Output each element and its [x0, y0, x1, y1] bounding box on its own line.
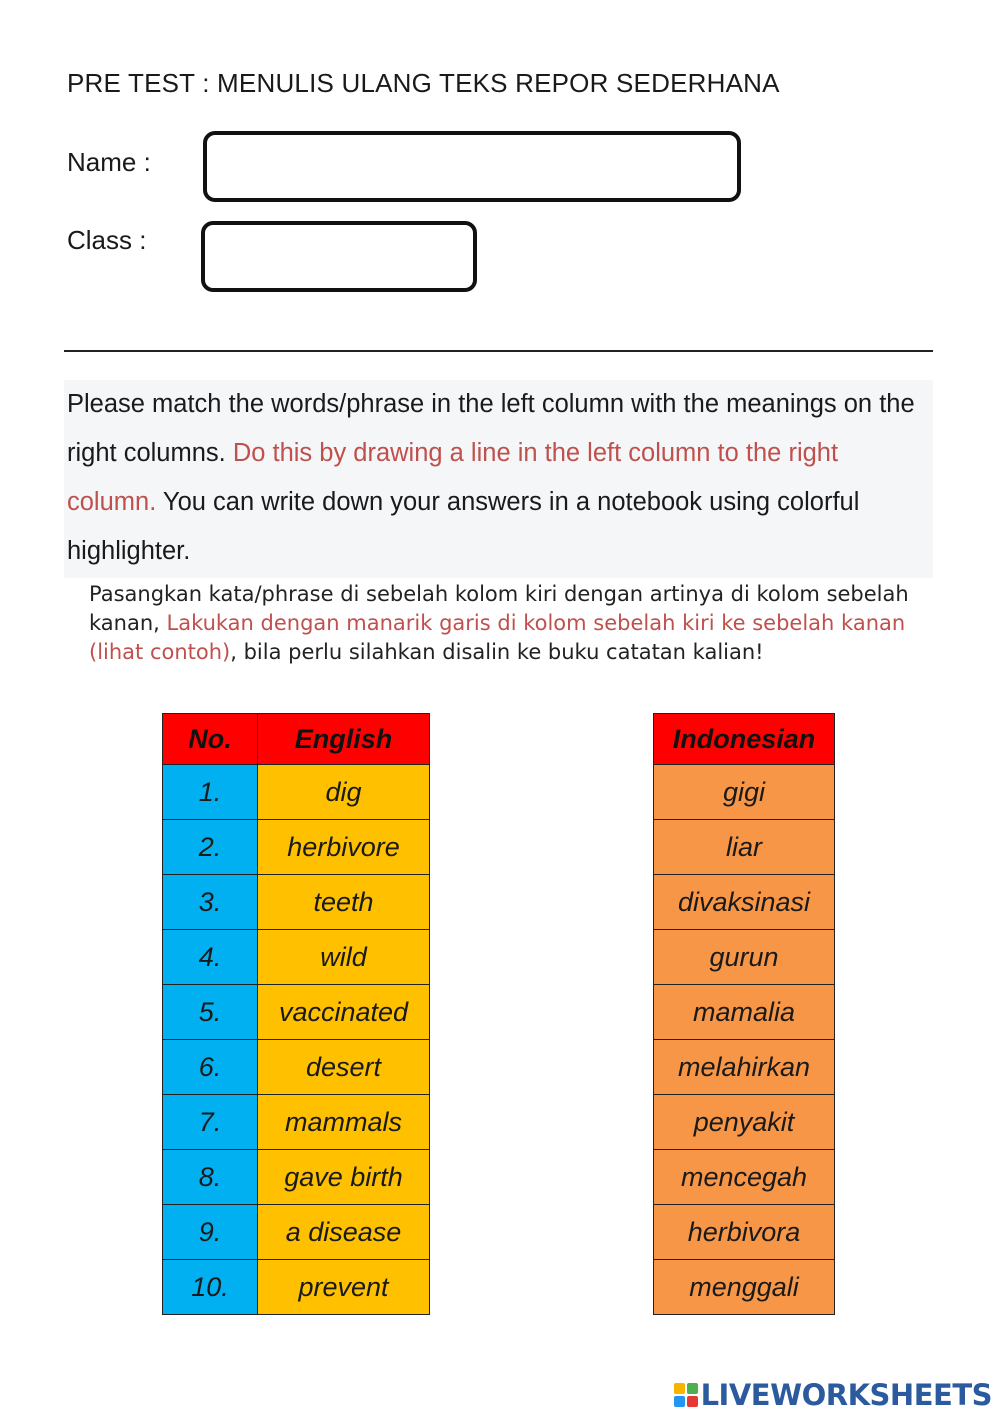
row-number: 4. [163, 930, 258, 985]
row-number: 6. [163, 1040, 258, 1095]
table-row [163, 930, 430, 985]
english-word[interactable]: prevent [258, 1260, 430, 1315]
divider [64, 350, 933, 352]
class-input[interactable] [205, 225, 473, 288]
indonesian-word[interactable]: penyakit [654, 1095, 835, 1150]
indonesian-word[interactable]: menggali [654, 1260, 835, 1315]
instructions-indonesian-highlight: Lakukan dengan manarik garis di kolom sebelah kiri ke sebelah kanan (lihat contoh) [89, 611, 906, 664]
row-number: 1. [163, 765, 258, 820]
indonesian-word[interactable]: divaksinasi [654, 875, 835, 930]
indonesian-word[interactable]: gurun [654, 930, 835, 985]
table-row [163, 1260, 430, 1315]
row-number: 2. [163, 820, 258, 875]
table-row [654, 930, 835, 985]
header-indonesian: Indonesian [654, 714, 835, 765]
liveworksheets-brand [674, 1378, 992, 1412]
english-word[interactable]: vaccinated [258, 985, 430, 1040]
name-label: Name : [67, 147, 151, 177]
indonesian-table [653, 713, 835, 1315]
table-row [163, 765, 430, 820]
table-row [654, 820, 835, 875]
class-label: Class : [67, 225, 147, 255]
row-number: 10. [163, 1260, 258, 1315]
class-field-box [201, 221, 477, 292]
table-row [163, 1205, 430, 1260]
indonesian-word[interactable]: herbivora [654, 1205, 835, 1260]
table-row [654, 765, 835, 820]
english-word[interactable]: desert [258, 1040, 430, 1095]
table-row [163, 820, 430, 875]
instructions-indonesian-text: Pasangkan kata/phrase di sebelah kolom kiri dengan artinya di kolom sebelah kanan, [89, 582, 909, 635]
table-row [163, 1150, 430, 1205]
english-word[interactable]: dig [258, 765, 430, 820]
indonesian-word[interactable]: mamalia [654, 985, 835, 1040]
table-row [163, 1040, 430, 1095]
table-row [654, 1260, 835, 1315]
table-row [654, 1095, 835, 1150]
row-number: 7. [163, 1095, 258, 1150]
english-word[interactable]: teeth [258, 875, 430, 930]
english-word[interactable]: gave birth [258, 1150, 430, 1205]
indonesian-word[interactable]: gigi [654, 765, 835, 820]
table-row [654, 1150, 835, 1205]
english-word[interactable]: mammals [258, 1095, 430, 1150]
table-row [163, 1095, 430, 1150]
row-number: 9. [163, 1205, 258, 1260]
english-word[interactable]: herbivore [258, 820, 430, 875]
row-number: 3. [163, 875, 258, 930]
brand-text: LIVEWORKSHEETS [700, 1378, 992, 1412]
table-row [654, 985, 835, 1040]
liveworksheets-logo-icon [674, 1383, 698, 1407]
instructions-english [64, 380, 933, 578]
instructions-indonesian [89, 580, 949, 667]
instructions-indonesian-text-end: , bila perlu silahkan disalin ke buku catatan kalian! [230, 640, 764, 664]
instructions-english-text: Please match the words/phrase in the left column with the meanings on the right columns. [67, 390, 915, 467]
instructions-english-text-end: You can write down your answers in a notebook using colorful highlighter. [67, 488, 860, 565]
indonesian-word[interactable]: melahirkan [654, 1040, 835, 1095]
english-word[interactable]: wild [258, 930, 430, 985]
table-row [654, 875, 835, 930]
instructions-english-highlight: Do this by drawing a line in the left column to the right column. [67, 439, 839, 516]
row-number: 5. [163, 985, 258, 1040]
header-no: No. [163, 714, 258, 765]
name-field-box [203, 131, 741, 202]
table-row [654, 1040, 835, 1095]
table-row [654, 1205, 835, 1260]
header-english: English [258, 714, 430, 765]
english-word[interactable]: a disease [258, 1205, 430, 1260]
indonesian-word[interactable]: liar [654, 820, 835, 875]
indonesian-word[interactable]: mencegah [654, 1150, 835, 1205]
name-input[interactable] [207, 135, 737, 198]
table-row [163, 985, 430, 1040]
table-row [163, 875, 430, 930]
row-number: 8. [163, 1150, 258, 1205]
english-table [162, 713, 430, 1315]
page-title: PRE TEST : MENULIS ULANG TEKS REPOR SEDERHANA [67, 68, 780, 98]
